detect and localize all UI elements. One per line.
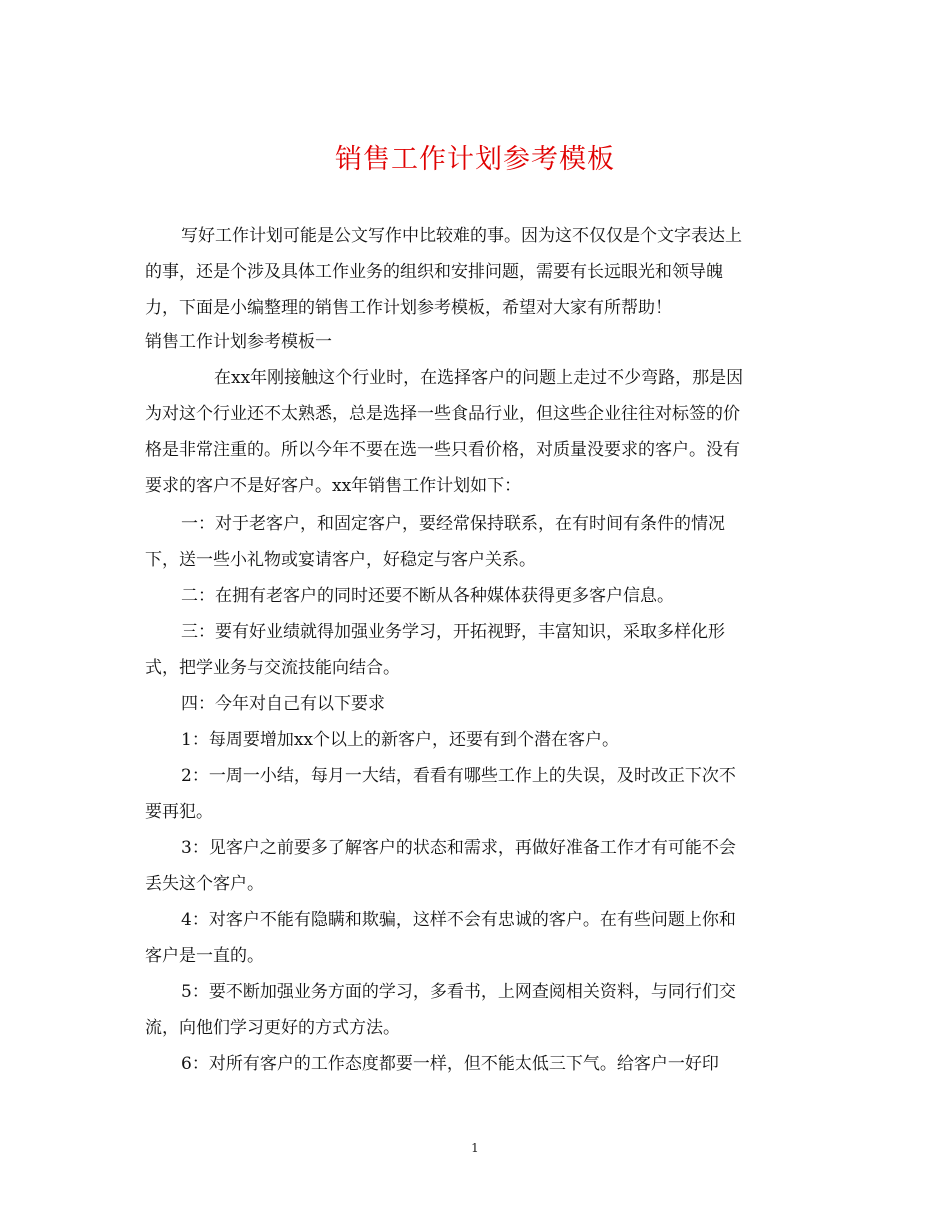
section-heading: 销售工作计划参考模板一 [145, 332, 332, 352]
body-line: 丢失这个客户。 [145, 874, 264, 894]
body-line: 写好工作计划可能是公文写作中比较难的事。因为这不仅仅是个文字表达上 [181, 226, 742, 246]
body-line: 6：对所有客户的工作态度都要一样，但不能太低三下气。给客户一好印 [181, 1054, 719, 1074]
body-line: 流，向他们学习更好的方式方法。 [145, 1018, 400, 1038]
body-line: 格是非常注重的。所以今年不要在选一些只看价格，对质量没要求的客户。没有 [145, 440, 740, 460]
body-line: 4：对客户不能有隐瞒和欺骗，这样不会有忠诚的客户。在有些问题上你和 [181, 910, 736, 930]
body-line: 在xx年刚接触这个行业时，在选择客户的问题上走过不少弯路，那是因 [214, 368, 744, 388]
body-line: 2：一周一小结，每月一大结，看看有哪些工作上的失误，及时改正下次不 [181, 766, 736, 786]
body-line: 要求的客户不是好客户。xx年销售工作计划如下： [145, 476, 522, 496]
body-line: 三：要有好业绩就得加强业务学习，开拓视野，丰富知识，采取多样化形 [181, 622, 725, 642]
page-number: 1 [471, 1141, 479, 1155]
body-line: 3：见客户之前要多了解客户的状态和需求，再做好准备工作才有可能不会 [181, 838, 736, 858]
body-line: 四：今年对自己有以下要求 [181, 694, 385, 714]
body-line: 力，下面是小编整理的销售工作计划参考模板，希望对大家有所帮助！ [145, 298, 672, 318]
body-line: 客户是一直的。 [145, 946, 264, 966]
document-title: 销售工作计划参考模板 [335, 144, 615, 175]
body-line: 要再犯。 [145, 802, 213, 822]
body-line: 的事，还是个涉及具体工作业务的组织和安排问题，需要有长远眼光和领导魄 [145, 262, 723, 282]
body-line: 5：要不断加强业务方面的学习，多看书，上网查阅相关资料，与同行们交 [181, 982, 736, 1002]
body-line: 一：对于老客户，和固定客户，要经常保持联系，在有时间有条件的情况 [181, 514, 725, 534]
body-line: 为对这个行业还不太熟悉，总是选择一些食品行业，但这些企业往往对标签的价 [145, 404, 740, 424]
body-line: 式，把学业务与交流技能向结合。 [145, 658, 400, 678]
body-line: 1：每周要增加xx个以上的新客户，还要有到个潜在客户。 [181, 730, 619, 750]
body-line: 二：在拥有老客户的同时还要不断从各种媒体获得更多客户信息。 [181, 586, 674, 606]
body-line: 下，送一些小礼物或宴请客户，好稳定与客户关系。 [145, 550, 536, 570]
